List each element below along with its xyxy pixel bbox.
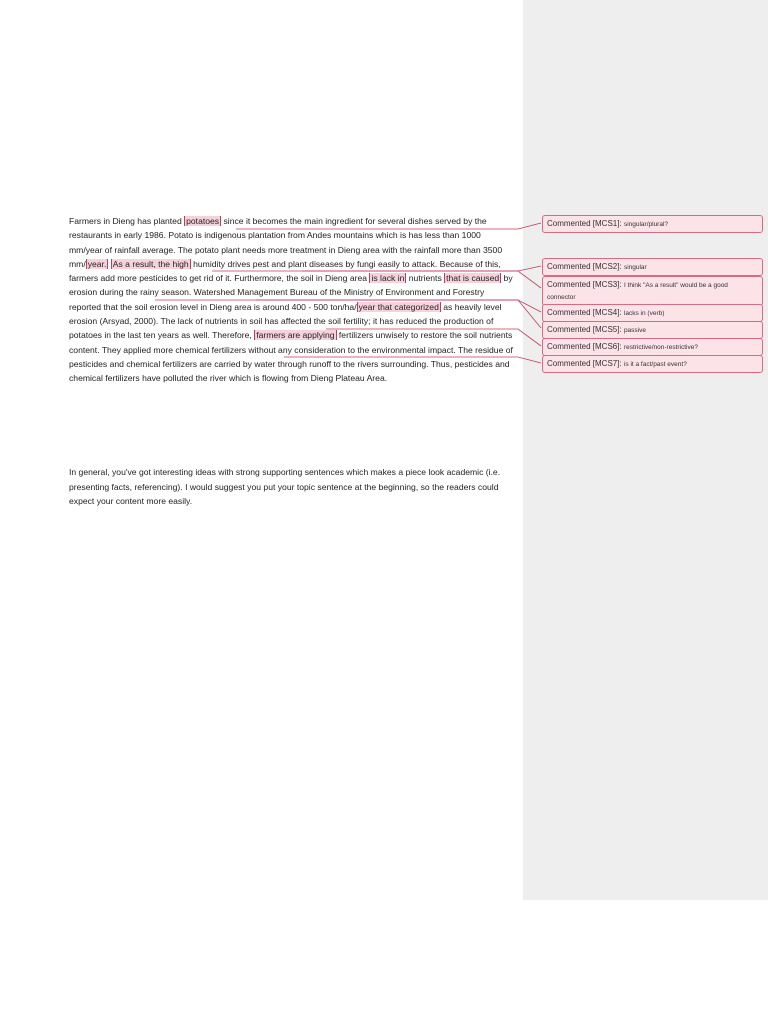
text-run: Farmers in Dieng has planted [69,216,185,226]
comment-text: singular [623,264,647,271]
comment-tag: Commented [MCS7]: [547,359,622,368]
text-run: fertilizers unwisely to restore the soil nutrients content. They applied more chemical fertilizers without any consideration to the environmental impact. The residue of pesticides and chemical fertilizers are carried by water through runoff to the rivers surrounding. Thus, pesticides and chemical fertilizers have polluted the river which is flowing from Dieng Plateau Area. [69,330,513,384]
text-run: as heavily level erosion (Arsyad, 2000). The lack of nutrients in soil has affected the soil fertility; it has reduced the production of potatoes in the last ten years as well. Therefore, [69,301,502,341]
comment-anchor-mcs1[interactable]: potatoes [186,216,220,226]
text-run: since it becomes the main ingredient for several dishes served by the restaurants in early 1986. Potato is indigenous plantation from Andes mountains which is has less than 1000 mm/year of rainfall average. The potato plant needs more treatment in Dieng area with the rainfall more than 3500 mm/ [69,216,503,269]
comment-tag: Commented [MCS4]: [547,308,622,317]
comment-tag: Commented [MCS2]: [547,262,622,271]
comment-mcs2[interactable] [542,258,763,276]
comment-text: passive [623,327,646,334]
comment-mcs1[interactable] [542,215,763,233]
comment-anchor-mcs4[interactable]: is lack in [371,273,405,284]
comment-mcs5[interactable] [542,321,763,339]
comment-mcs4[interactable] [542,304,763,322]
comment-text: I think "As a result" would be a good connector [547,282,728,301]
comment-tag: Commented [MCS1]: [547,219,622,228]
comment-pane [523,0,768,900]
comment-mcs7[interactable] [542,355,763,373]
comment-anchor-mcs7[interactable]: farmers are applying [256,330,335,341]
essay-paragraph [69,214,514,386]
comment-mcs3[interactable] [542,276,763,306]
comment-mcs6[interactable] [542,338,763,356]
comment-tag: Commented [MCS3]: [547,280,622,289]
comment-tag: Commented [MCS5]: [547,325,622,334]
comment-text: restrictive/non-restrictive? [623,344,698,351]
comment-anchor-mcs3[interactable]: As a result, the high [112,258,189,269]
text-run: by erosion during the rainy season. Watershed Management Bureau of the Ministry of Environment and Forestry reported that the soil erosion level in Dieng area is around 400 - 500 ton/ha/ [69,273,513,312]
text-run: humidity drives pest and plant diseases by fungi easily to attack. Because of this, farmers add more pesticides to get rid of it. Furthermore, the soil in Dieng area [69,258,501,284]
comment-anchor-mcs6[interactable]: year that categorized [358,301,439,312]
paragraph-text [69,214,514,386]
comment-text: lacks in (verb) [623,310,665,317]
comment-anchor-mcs2[interactable]: year. [87,258,107,269]
comment-tag: Commented [MCS6]: [547,342,622,351]
comment-text: is it a fact/past event? [623,361,687,368]
feedback-summary: In general, you've got interesting ideas with strong supporting sentences which makes a piece look academic (i.e. presenting facts, referencing). I would suggest you put your topic sentence at the beginning, so the readers could expect your content more easily. [69,467,501,507]
text-run: nutrients [406,273,445,284]
comment-anchor-mcs5[interactable]: that is caused [446,273,500,284]
comment-text: singular/plural? [623,221,669,228]
